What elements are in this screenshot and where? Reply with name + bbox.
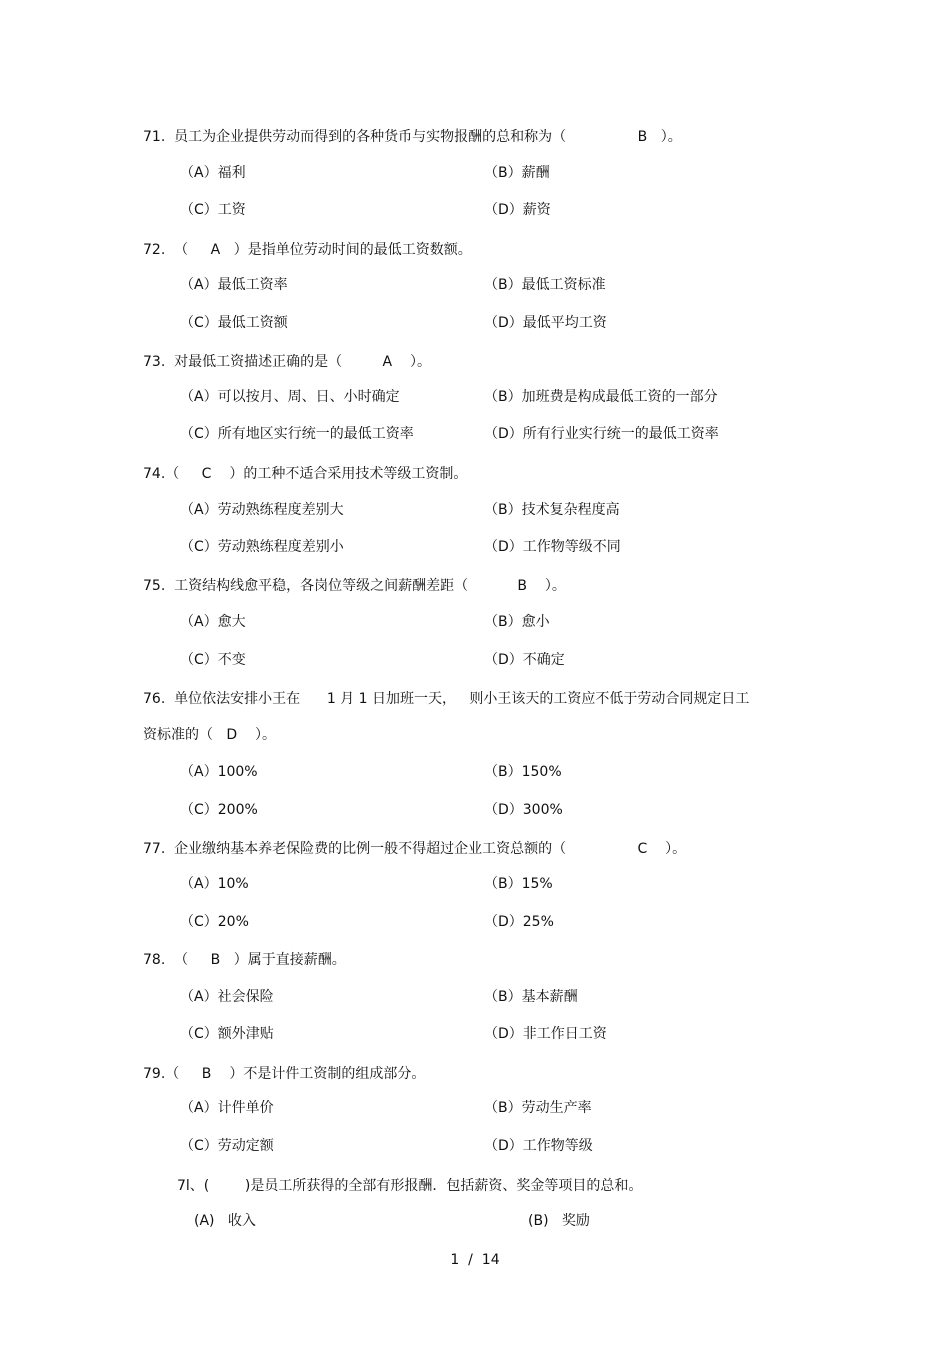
option-b: （B）15% xyxy=(484,876,553,892)
question-suffix: ）。 xyxy=(392,354,432,370)
option-a: （A）10% xyxy=(180,876,249,892)
answer-gap xyxy=(213,727,226,743)
option-a: (A) 收入 xyxy=(194,1213,256,1229)
answer-gap xyxy=(468,578,517,594)
option-d: （D）最低平均工资 xyxy=(484,315,607,331)
option-d: （D）不确定 xyxy=(484,652,565,668)
question-73 xyxy=(143,353,431,371)
option-b: （B）最低工资标准 xyxy=(484,277,606,293)
question-suffix: ）属于直接薪酬。 xyxy=(220,952,346,968)
answer-gap xyxy=(342,354,382,370)
question-71 xyxy=(143,128,682,146)
option-b: （B）加班费是构成最低工资的一部分 xyxy=(484,389,718,405)
question-suffix: ）是指单位劳动时间的最低工资数额。 xyxy=(220,242,472,258)
option-d: （D）25% xyxy=(484,914,554,930)
answer-letter: A xyxy=(382,354,393,370)
question-text: 74.（ xyxy=(143,466,180,482)
question-74 xyxy=(143,465,467,483)
page-number: 1 / 14 xyxy=(450,1252,500,1268)
question-78 xyxy=(143,951,346,969)
answer-letter: B xyxy=(210,952,221,968)
answer-letter: C xyxy=(201,466,212,482)
option-b: （B）劳动生产率 xyxy=(484,1100,592,1116)
option-a: （A）社会保险 xyxy=(180,989,274,1005)
answer-gap xyxy=(179,466,201,482)
option-c: （C）劳动熟练程度差别小 xyxy=(180,539,344,555)
answer-letter: B xyxy=(201,1066,212,1082)
answer-gap xyxy=(188,242,210,258)
answer-gap xyxy=(188,952,210,968)
option-b: (B) 奖励 xyxy=(528,1213,590,1229)
answer-letter: C xyxy=(637,841,648,857)
answer-letter: D xyxy=(226,727,238,743)
question-79 xyxy=(143,1065,425,1083)
option-a: （A）100% xyxy=(180,764,258,780)
option-b: （B）150% xyxy=(484,764,562,780)
question-suffix: ）。 xyxy=(527,578,566,594)
question-text: 77. 企业缴纳基本养老保险费的比例一般不得超过企业工资总额的（ xyxy=(143,841,567,857)
answer-gap xyxy=(566,841,637,857)
option-d: （D）所有行业实行统一的最低工资率 xyxy=(484,426,719,442)
question-text: 79.（ xyxy=(143,1066,180,1082)
answer-letter: B xyxy=(637,129,648,145)
question-suffix: ）。 xyxy=(237,727,276,743)
option-d: （D）非工作日工资 xyxy=(484,1026,607,1042)
option-c: （C）额外津贴 xyxy=(180,1026,274,1042)
option-a: （A）福利 xyxy=(180,165,246,181)
option-c: （C）20% xyxy=(180,914,249,930)
option-c: （C）不变 xyxy=(180,652,246,668)
option-a: （A）可以按月、周、日、小时确定 xyxy=(180,389,400,405)
option-d: （D）薪资 xyxy=(484,202,551,218)
option-c: （C）劳动定额 xyxy=(180,1138,274,1154)
option-c: （C）工资 xyxy=(180,202,246,218)
option-a: （A）劳动熟练程度差别大 xyxy=(180,502,344,518)
question-75 xyxy=(143,577,566,595)
option-b: （B）技术复杂程度高 xyxy=(484,502,620,518)
option-b: （B）愈小 xyxy=(484,614,550,630)
question-suffix: ）不是计件工资制的组成部分。 xyxy=(211,1066,426,1082)
option-c: （C）最低工资额 xyxy=(180,315,288,331)
question-72 xyxy=(143,241,472,259)
question-suffix: ）。 xyxy=(647,129,682,145)
question-7l: 7l、( )是员工所获得的全部有形报酬．包括薪资、奖金等项目的总和。 xyxy=(177,1178,643,1194)
option-d: （D）300% xyxy=(484,802,563,818)
answer-letter: B xyxy=(517,578,527,594)
question-text: 78. （ xyxy=(143,952,189,968)
question-suffix: ）的工种不适合采用技术等级工资制。 xyxy=(211,466,468,482)
option-b: （B）基本薪酬 xyxy=(484,989,578,1005)
question-text: 73. 对最低工资描述正确的是（ xyxy=(143,354,343,370)
option-c: （C）200% xyxy=(180,802,258,818)
answer-gap xyxy=(566,129,637,145)
question-text: 71. 员工为企业提供劳动而得到的各种货币与实物报酬的总和称为（ xyxy=(143,129,567,145)
option-c: （C）所有地区实行统一的最低工资率 xyxy=(180,426,414,442)
option-d: （D）工作物等级不同 xyxy=(484,539,621,555)
option-d: （D）工作物等级 xyxy=(484,1138,593,1154)
option-a: （A）愈大 xyxy=(180,614,246,630)
option-b: （B）薪酬 xyxy=(484,165,550,181)
option-a: （A）计件单价 xyxy=(180,1100,274,1116)
question-77 xyxy=(143,840,686,858)
answer-letter: A xyxy=(210,242,221,258)
question-text: 资标准的（ xyxy=(143,727,213,743)
question-text: 75. 工资结构线愈平稳，各岗位等级之间薪酬差距（ xyxy=(143,578,469,594)
question-76-line2 xyxy=(143,726,276,744)
question-text: 72. （ xyxy=(143,242,189,258)
question-76-line1: 76. 单位依法安排小王在 1 月 1 日加班一天， 则小王该天的工资应不低于劳动合同规定日工 xyxy=(143,691,750,707)
answer-gap xyxy=(179,1066,201,1082)
question-suffix: ）。 xyxy=(647,841,687,857)
option-a: （A）最低工资率 xyxy=(180,277,288,293)
